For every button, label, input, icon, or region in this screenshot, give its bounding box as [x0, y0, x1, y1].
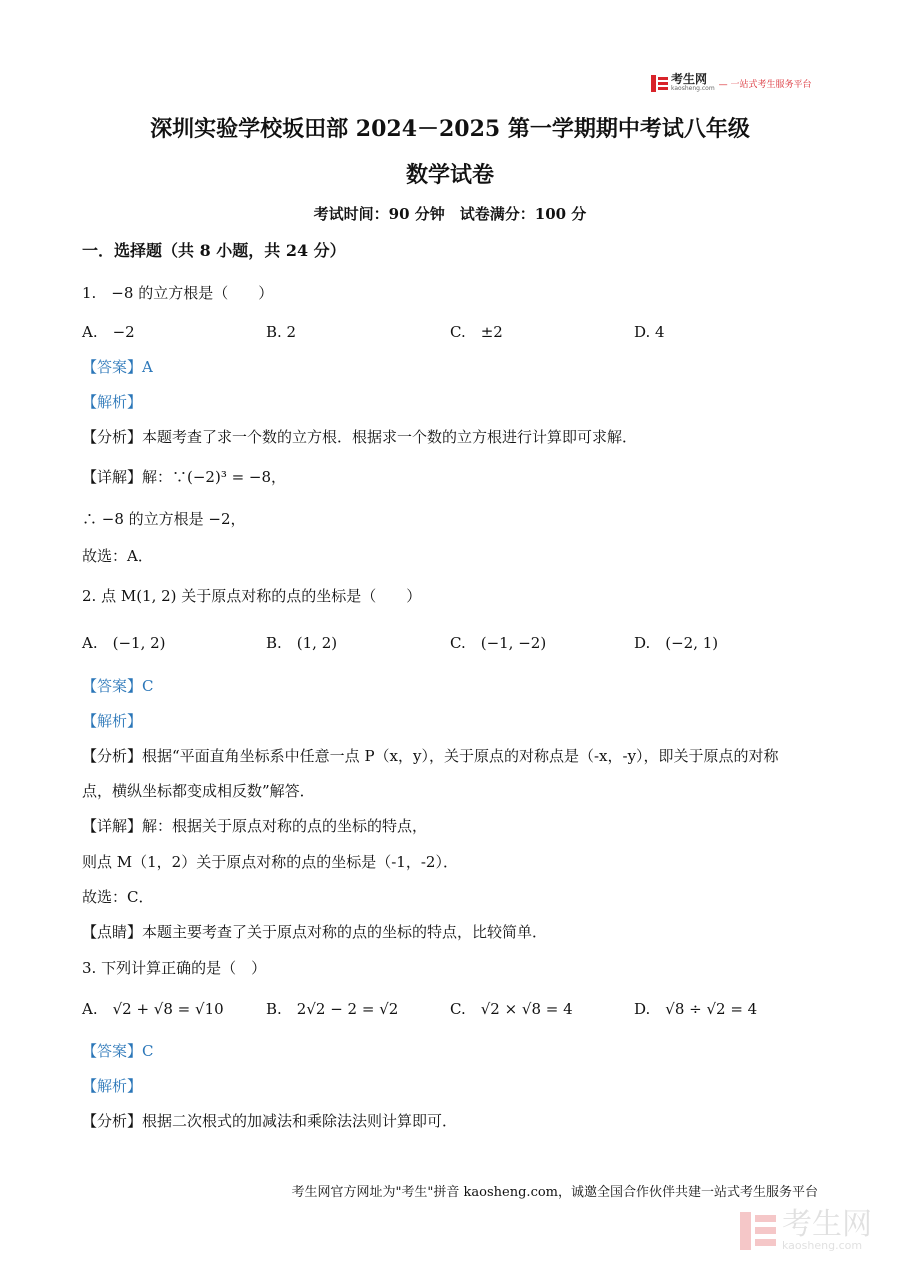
q2-analysis-label: 【解析】: [82, 712, 143, 730]
kaosheng-logo-icon: [651, 75, 668, 92]
q1-option-b: B. 2: [266, 323, 297, 341]
q2-line-4: 则点 M（1，2）关于原点对称的点的坐标是（-1，-2）．: [82, 853, 458, 871]
q3-option-c: C. √2 × √8 = 4: [450, 1000, 573, 1018]
q2-option-c: C. (−1, −2): [450, 634, 547, 652]
watermark-text: 考生网 kaosheng.com: [782, 1207, 872, 1252]
logo-tagline: — 一站式考生服务平台: [718, 79, 812, 90]
q1-line-4: 故选：A．: [82, 547, 153, 565]
exam-info: 考试时间：90 分钟 试卷满分：100 分: [313, 205, 587, 223]
q2-answer: 【答案】C: [82, 677, 154, 695]
watermark-logo-icon: [740, 1212, 776, 1250]
q2-line-3: 【详解】解：根据关于原点对称的点的坐标的特点，: [82, 817, 428, 835]
q2-line-5: 故选：C．: [82, 888, 154, 906]
q2-line-2: 点，横纵坐标都变成相反数”解答．: [82, 782, 315, 800]
q1-answer: 【答案】A: [82, 358, 153, 376]
question-1-stem: 1. −8 的立方根是（ ）: [82, 284, 274, 302]
q3-option-a: A. √2 + √8 = √10: [82, 1000, 224, 1018]
page-subtitle: 数学试卷: [405, 162, 494, 188]
question-3-stem: 3. 下列计算正确的是（ ）: [82, 959, 267, 977]
q1-line-3: ∴ −8 的立方根是 −2，: [82, 510, 246, 528]
page-title: 深圳实验学校坂田部 2024－2025 第一学期期中考试八年级: [150, 116, 750, 142]
section-heading: 一．选择题（共 8 小题，共 24 分）: [82, 241, 346, 260]
q1-line-2: 【详解】解：∵(−2)³ = −8，: [82, 468, 287, 486]
q1-option-a: A. −2: [82, 323, 135, 341]
question-2-stem: 2. 点 M(1, 2) 关于原点对称的点的坐标是（ ）: [82, 587, 422, 605]
q3-answer: 【答案】C: [82, 1042, 154, 1060]
q2-line-1: 【分析】根据“平面直角坐标系中任意一点 P（x，y），关于原点的对称点是（-x，-y），即关于原点的对称: [82, 747, 779, 765]
q2-option-a: A. (−1, 2): [82, 634, 166, 652]
q1-option-c: C. ±2: [450, 323, 503, 341]
q2-option-d: D. (−2, 1): [634, 634, 719, 652]
q2-line-6: 【点睛】本题主要考查了关于原点对称的点的坐标的特点，比较简单．: [82, 923, 548, 941]
logo-text: 考生网 kaosheng.com: [671, 72, 715, 92]
q3-option-d: D. √8 ÷ √2 = 4: [634, 1000, 758, 1018]
q1-analysis-label: 【解析】: [82, 393, 143, 411]
header-logo: [651, 72, 812, 94]
q3-line-1: 【分析】根据二次根式的加减法和乘除法法则计算即可．: [82, 1112, 458, 1130]
q1-line-1: 【分析】本题考查了求一个数的立方根．根据求一个数的立方根进行计算即可求解．: [82, 428, 638, 446]
watermark: [740, 1207, 872, 1252]
q3-analysis-label: 【解析】: [82, 1077, 143, 1095]
q1-option-d: D. 4: [634, 323, 665, 341]
q2-option-b: B. (1, 2): [266, 634, 338, 652]
footer-text: 考生网官方网址为"考生"拼音 kaosheng.com，诚邀全国合作伙伴共建一站式考生服务平台: [291, 1185, 818, 1200]
q3-option-b: B. 2√2 − 2 = √2: [266, 1000, 399, 1018]
